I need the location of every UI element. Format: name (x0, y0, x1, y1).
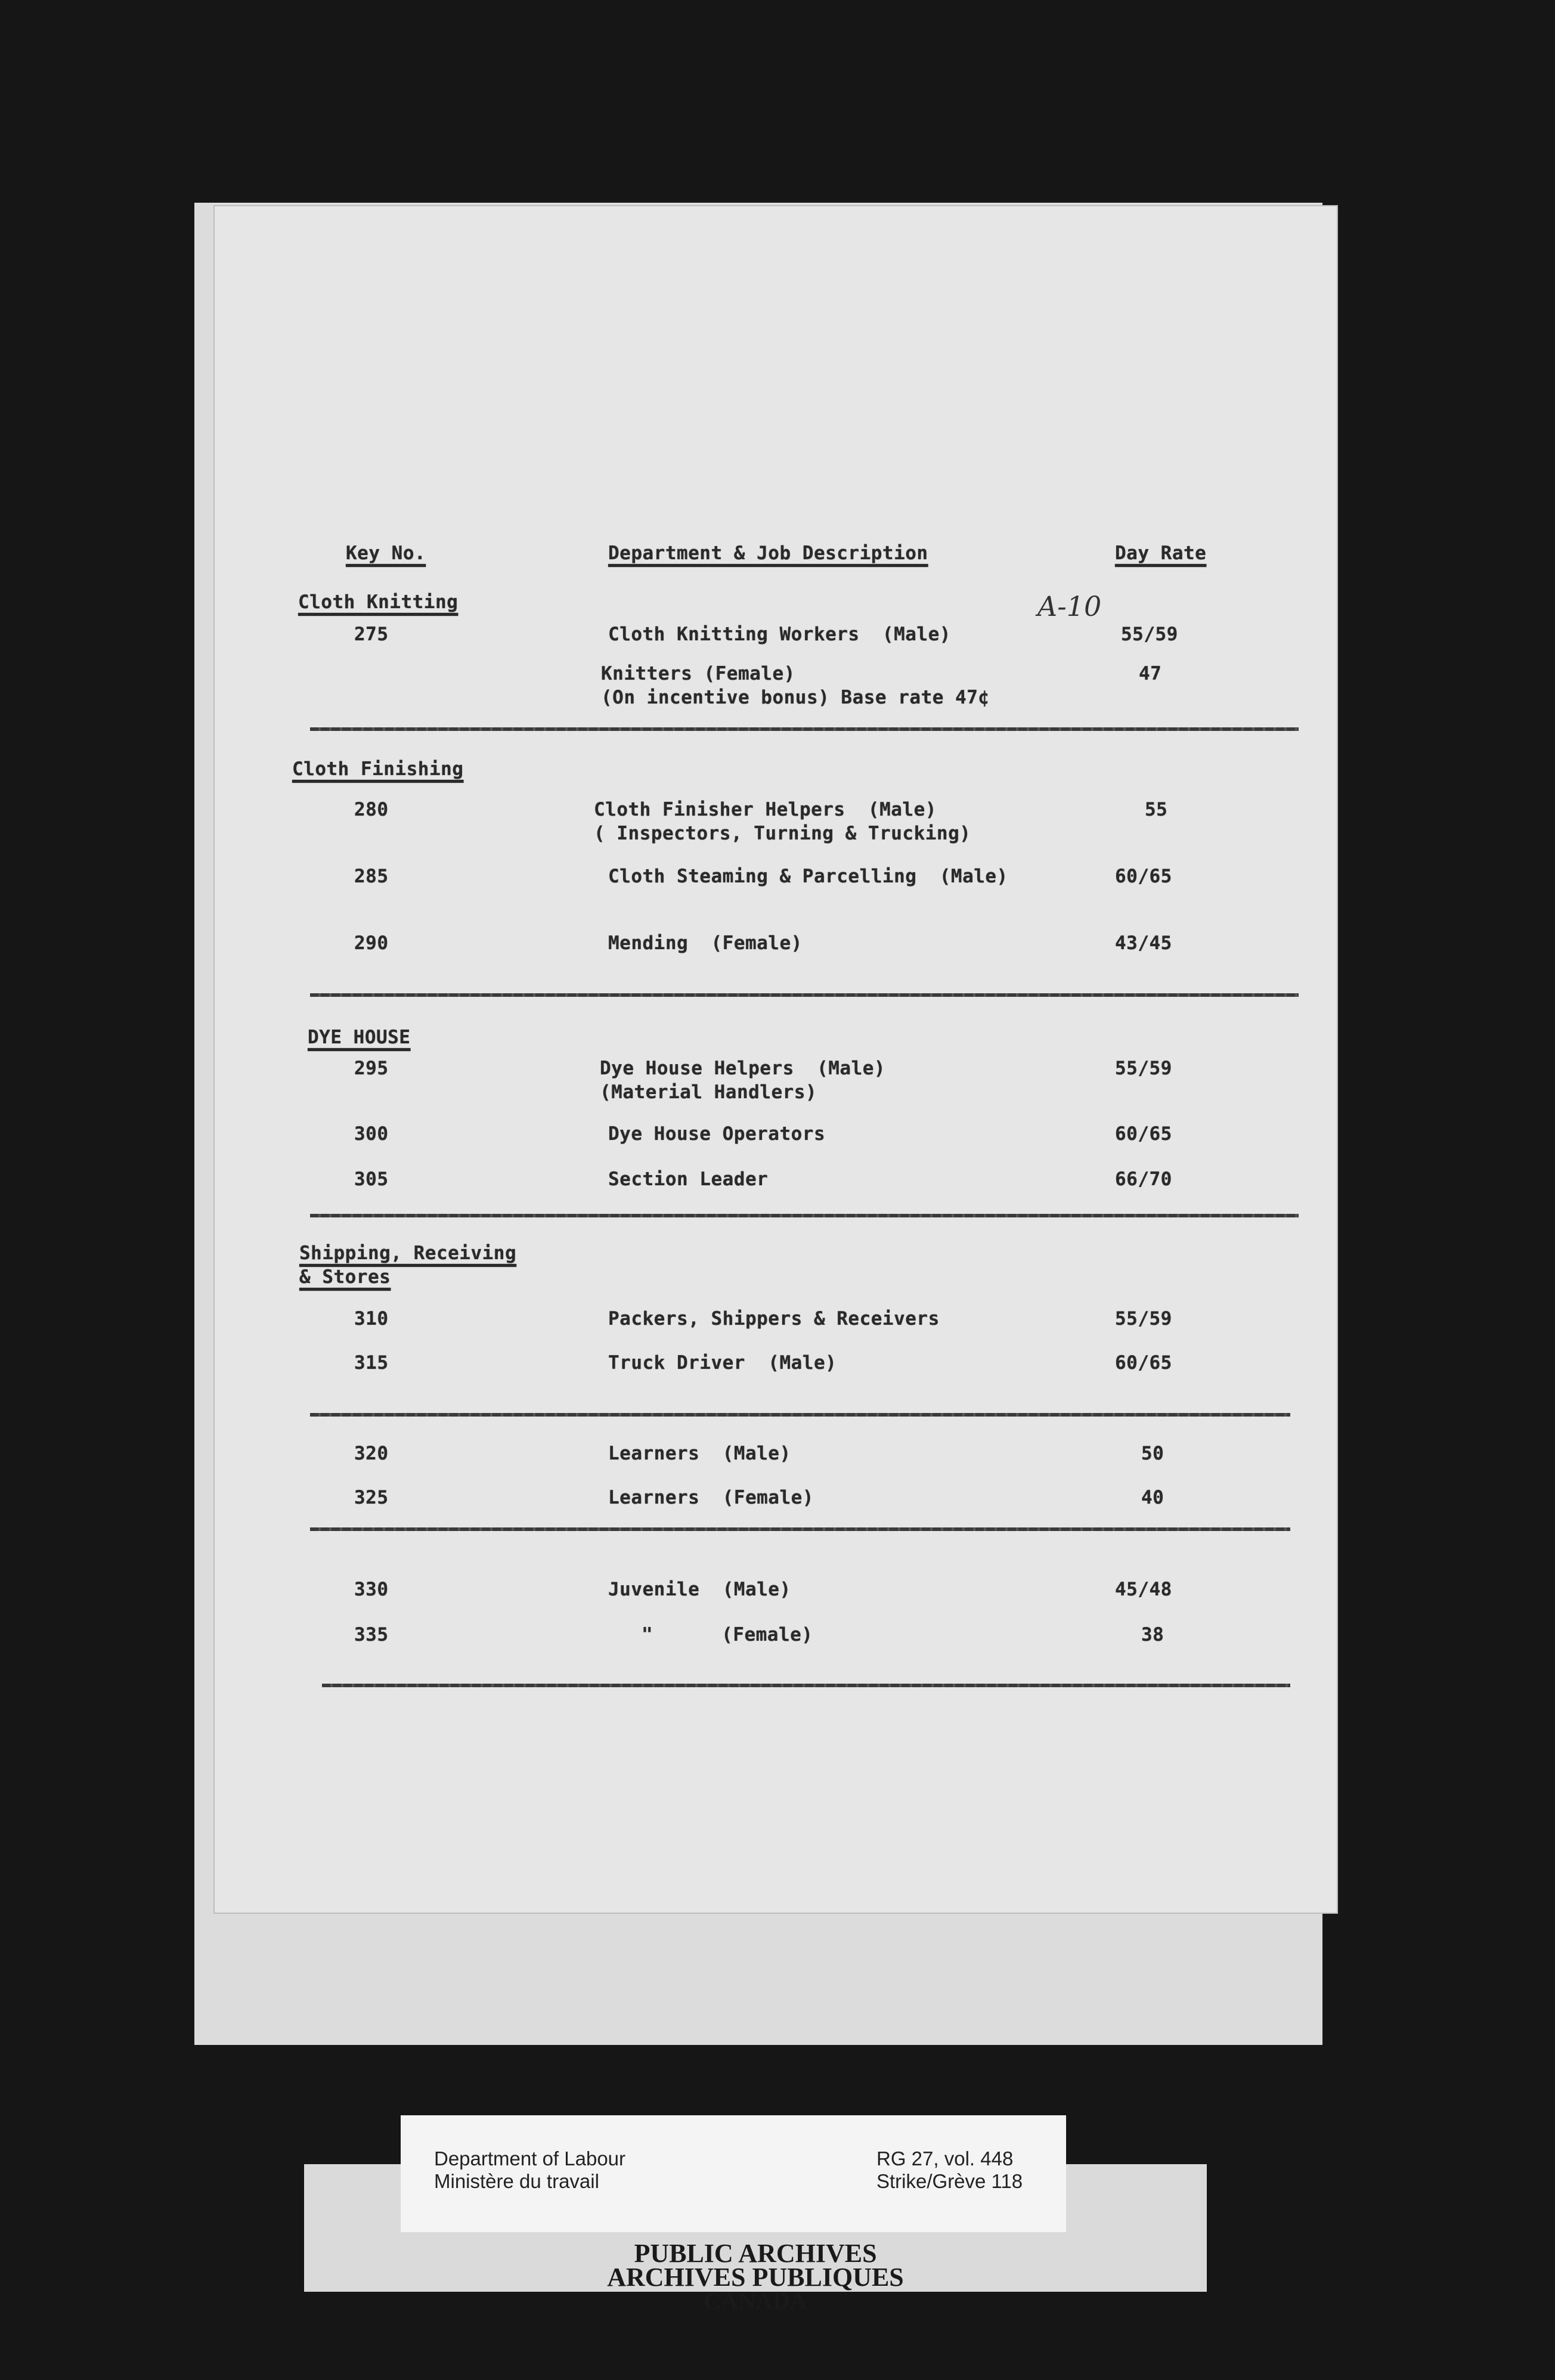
row-rate: 55/59 (1115, 1058, 1172, 1079)
row-rate: 55/59 (1115, 1308, 1172, 1330)
row-rate: 60/65 (1115, 1123, 1172, 1145)
record-group-volume: RG 27, vol. 448 (876, 2147, 1014, 2170)
section-title: Shipping, Receiving & Stores (299, 1242, 517, 1288)
row-description: Juvenile (Male) (608, 1579, 791, 1600)
row-rate: 55/59 (1121, 624, 1178, 645)
archive-stamp-line-3: CANADA (704, 2288, 807, 2314)
row-key: 305 (354, 1169, 389, 1190)
row-key: 275 (354, 624, 389, 645)
row-description: Mending (Female) (608, 932, 803, 954)
department-french: Ministère du travail (434, 2170, 599, 2192)
row-description: Section Leader (608, 1169, 769, 1190)
section-divider (310, 1527, 1290, 1531)
row-rate: 47 (1139, 663, 1162, 684)
row-description: Learners (Male) (608, 1443, 791, 1464)
row-key: 295 (354, 1058, 389, 1079)
section-divider (310, 1413, 1290, 1417)
archive-stamp-line-2: ARCHIVES PUBLIQUES (607, 2263, 904, 2292)
section-divider (322, 1684, 1290, 1687)
row-key: 320 (354, 1443, 389, 1464)
handwritten-annotation: A-10 (1037, 590, 1102, 622)
header-key-no: Key No. (346, 543, 426, 564)
row-description: Packers, Shippers & Receivers (608, 1308, 940, 1330)
row-key: 310 (354, 1308, 389, 1330)
row-description: " (Female) (642, 1624, 813, 1645)
department-english: Department of Labour (434, 2147, 626, 2170)
row-description: Dye House Helpers (Male) (Material Handlers) (600, 1058, 886, 1103)
strike-number: Strike/Grève 118 (876, 2170, 1023, 2192)
header-day-rate: Day Rate (1115, 543, 1207, 564)
row-description: Cloth Finisher Helpers (Male) ( Inspectors, Turning & Trucking) (594, 799, 971, 844)
section-divider (310, 993, 1299, 997)
row-key: 335 (354, 1624, 389, 1645)
row-key: 325 (354, 1487, 389, 1508)
row-key: 300 (354, 1123, 389, 1145)
row-rate: 45/48 (1115, 1579, 1172, 1600)
row-rate: 43/45 (1115, 932, 1172, 954)
row-rate: 66/70 (1115, 1169, 1172, 1190)
row-rate: 50 (1141, 1443, 1164, 1464)
row-description: Dye House Operators (608, 1123, 826, 1145)
row-rate: 60/65 (1115, 1352, 1172, 1374)
row-description: Knitters (Female) (On incentive bonus) Base rate 47¢ (601, 663, 990, 708)
row-rate: 40 (1141, 1487, 1164, 1508)
row-rate: 60/65 (1115, 866, 1172, 887)
row-description: Truck Driver (Male) (608, 1352, 837, 1374)
row-description: Cloth Knitting Workers (Male) (608, 624, 951, 645)
row-key: 315 (354, 1352, 389, 1374)
row-key: 290 (354, 932, 389, 954)
header-department: Department & Job Description (608, 543, 928, 564)
row-rate: 55 (1145, 799, 1168, 820)
section-divider (310, 1214, 1299, 1217)
section-divider (310, 727, 1299, 731)
row-key: 285 (354, 866, 389, 887)
section-title: Cloth Knitting (298, 591, 459, 613)
row-description: Cloth Steaming & Parcelling (Male) (608, 866, 1008, 887)
row-rate: 38 (1141, 1624, 1164, 1645)
row-key: 330 (354, 1579, 389, 1600)
row-description: Learners (Female) (608, 1487, 814, 1508)
row-key: 280 (354, 799, 389, 820)
section-title: DYE HOUSE (308, 1027, 411, 1048)
archive-stamp-line-1: PUBLIC ARCHIVES (634, 2239, 877, 2268)
section-title: Cloth Finishing (292, 758, 464, 780)
